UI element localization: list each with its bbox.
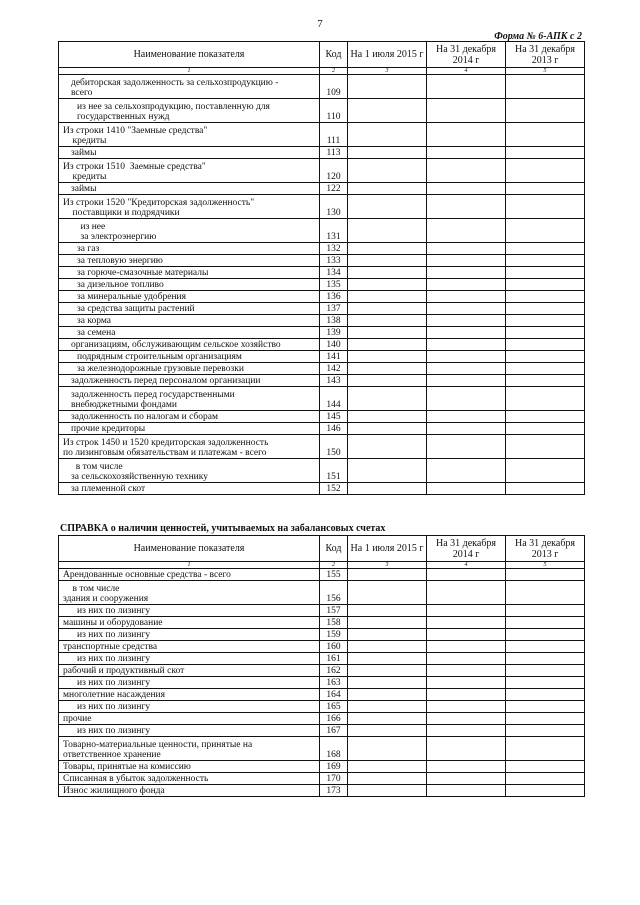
- value-cell: [427, 351, 506, 363]
- value-cell: [427, 243, 506, 255]
- value-cell: [348, 653, 427, 665]
- value-cell: [506, 279, 585, 291]
- value-cell: [427, 459, 506, 483]
- indicator-code: 173: [320, 785, 348, 797]
- value-cell: [506, 303, 585, 315]
- value-cell: [348, 459, 427, 483]
- indicator-name: Из строки 1510 Заемные средства" кредиты: [59, 159, 320, 183]
- col-number: 4: [427, 562, 506, 569]
- value-cell: [427, 737, 506, 761]
- col-number: 5: [506, 562, 585, 569]
- value-cell: [506, 483, 585, 495]
- value-cell: [427, 339, 506, 351]
- indicator-code: 130: [320, 195, 348, 219]
- indicator-name: займы: [59, 147, 320, 159]
- value-cell: [348, 701, 427, 713]
- value-cell: [506, 327, 585, 339]
- indicator-name: прочие кредиторы: [59, 423, 320, 435]
- table-row: [59, 713, 585, 725]
- indicator-name: Из строки 1520 "Кредиторская задолженность" поставщики и подрядчики: [59, 195, 320, 219]
- value-cell: [506, 581, 585, 605]
- value-cell: [506, 725, 585, 737]
- indicator-name: Арендованные основные средства - всего: [59, 569, 320, 581]
- table-row: [59, 303, 585, 315]
- value-cell: [427, 219, 506, 243]
- table-row: [59, 459, 585, 483]
- value-cell: [427, 147, 506, 159]
- indicator-name: транспортные средства: [59, 641, 320, 653]
- value-cell: [348, 435, 427, 459]
- value-cell: [506, 339, 585, 351]
- value-cell: [427, 303, 506, 315]
- value-cell: [427, 653, 506, 665]
- indicator-name: из них по лизингу: [59, 653, 320, 665]
- value-cell: [506, 183, 585, 195]
- table-row: [59, 725, 585, 737]
- indicator-code: 110: [320, 99, 348, 123]
- indicator-code: 151: [320, 459, 348, 483]
- value-cell: [506, 375, 585, 387]
- value-cell: [348, 713, 427, 725]
- indicator-name: подрядным строительным организациям: [59, 351, 320, 363]
- value-cell: [506, 737, 585, 761]
- value-cell: [348, 689, 427, 701]
- value-cell: [427, 483, 506, 495]
- value-cell: [348, 315, 427, 327]
- indicator-code: 161: [320, 653, 348, 665]
- indicator-name: задолженность перед персоналом организации: [59, 375, 320, 387]
- value-cell: [506, 219, 585, 243]
- value-cell: [506, 641, 585, 653]
- indicator-name: Из строки 1410 "Заемные средства" кредиты: [59, 123, 320, 147]
- value-cell: [427, 713, 506, 725]
- value-cell: [506, 617, 585, 629]
- value-cell: [427, 363, 506, 375]
- indicator-code: 139: [320, 327, 348, 339]
- indicator-name: за минеральные удобрения: [59, 291, 320, 303]
- indicator-name: за средства защиты растений: [59, 303, 320, 315]
- indicator-name: за железнодорожные грузовые перевозки: [59, 363, 320, 375]
- table-row: [59, 423, 585, 435]
- table-row: [59, 689, 585, 701]
- value-cell: [348, 219, 427, 243]
- col-header-p2: На 31 декабря 2014 г: [427, 536, 506, 562]
- indicator-name: за тепловую энергию: [59, 255, 320, 267]
- value-cell: [427, 569, 506, 581]
- indicator-code: 164: [320, 689, 348, 701]
- value-cell: [427, 291, 506, 303]
- indicator-code: 169: [320, 761, 348, 773]
- table-row: [59, 387, 585, 411]
- indicator-code: 132: [320, 243, 348, 255]
- value-cell: [427, 183, 506, 195]
- indicator-name: Списанная в убыток задолженность: [59, 773, 320, 785]
- value-cell: [348, 123, 427, 147]
- value-cell: [427, 159, 506, 183]
- value-cell: [427, 195, 506, 219]
- value-cell: [427, 761, 506, 773]
- value-cell: [348, 773, 427, 785]
- table-row: [59, 411, 585, 423]
- table-row: [59, 665, 585, 677]
- section-title: СПРАВКА о наличии ценностей, учитываемых на забалансовых счетах: [60, 523, 386, 534]
- table-row: [59, 641, 585, 653]
- col-header-p3: На 31 декабря 2013 г: [506, 42, 585, 68]
- value-cell: [348, 483, 427, 495]
- value-cell: [506, 677, 585, 689]
- indicator-code: 160: [320, 641, 348, 653]
- table-row: [59, 629, 585, 641]
- value-cell: [506, 255, 585, 267]
- table-row: [59, 339, 585, 351]
- indicator-code: 155: [320, 569, 348, 581]
- indicator-name: Из строк 1450 и 1520 кредиторская задолженность по лизинговым обязательствам и платежам - всего: [59, 435, 320, 459]
- indicator-name: займы: [59, 183, 320, 195]
- value-cell: [348, 665, 427, 677]
- value-cell: [506, 713, 585, 725]
- indicator-name: прочие: [59, 713, 320, 725]
- value-cell: [348, 581, 427, 605]
- value-cell: [506, 315, 585, 327]
- col-number: 1: [59, 68, 320, 75]
- table-row: [59, 737, 585, 761]
- indicator-code: 156: [320, 581, 348, 605]
- indicator-code: 134: [320, 267, 348, 279]
- value-cell: [506, 123, 585, 147]
- value-cell: [506, 785, 585, 797]
- table-row: [59, 147, 585, 159]
- value-cell: [427, 387, 506, 411]
- indicator-code: 170: [320, 773, 348, 785]
- value-cell: [348, 303, 427, 315]
- indicator-code: 138: [320, 315, 348, 327]
- value-cell: [348, 255, 427, 267]
- value-cell: [348, 725, 427, 737]
- value-cell: [506, 363, 585, 375]
- value-cell: [427, 725, 506, 737]
- value-cell: [348, 387, 427, 411]
- table-row: [59, 701, 585, 713]
- value-cell: [427, 665, 506, 677]
- value-cell: [427, 99, 506, 123]
- indicator-name: рабочий и продуктивный скот: [59, 665, 320, 677]
- indicator-name: из нее за электроэнергию: [59, 219, 320, 243]
- indicator-name: организациям, обслуживающим сельское хозяйство: [59, 339, 320, 351]
- table-row: [59, 255, 585, 267]
- value-cell: [348, 159, 427, 183]
- col-header-code: Код: [320, 536, 348, 562]
- indicator-name: за газ: [59, 243, 320, 255]
- table-row: [59, 351, 585, 363]
- value-cell: [506, 761, 585, 773]
- indicators-table: [58, 41, 585, 495]
- table-row: [59, 363, 585, 375]
- value-cell: [506, 629, 585, 641]
- indicator-name: Товары, принятые на комиссию: [59, 761, 320, 773]
- value-cell: [506, 569, 585, 581]
- value-cell: [427, 375, 506, 387]
- value-cell: [348, 641, 427, 653]
- indicator-code: 146: [320, 423, 348, 435]
- table-row: [59, 183, 585, 195]
- table-row: [59, 75, 585, 99]
- col-header-p3: На 31 декабря 2013 г: [506, 536, 585, 562]
- value-cell: [348, 569, 427, 581]
- col-number: 2: [320, 68, 348, 75]
- indicator-name: Износ жилищного фонда: [59, 785, 320, 797]
- value-cell: [427, 701, 506, 713]
- value-cell: [506, 267, 585, 279]
- indicator-code: 122: [320, 183, 348, 195]
- table-row: [59, 195, 585, 219]
- table-row: [59, 279, 585, 291]
- col-number: 3: [348, 562, 427, 569]
- indicator-code: 111: [320, 123, 348, 147]
- indicator-code: 165: [320, 701, 348, 713]
- value-cell: [427, 123, 506, 147]
- value-cell: [348, 279, 427, 291]
- table-row: [59, 267, 585, 279]
- value-cell: [427, 255, 506, 267]
- value-cell: [427, 411, 506, 423]
- indicator-name: за племенной скот: [59, 483, 320, 495]
- value-cell: [427, 315, 506, 327]
- indicator-name: за семена: [59, 327, 320, 339]
- table-row: [59, 99, 585, 123]
- value-cell: [348, 243, 427, 255]
- table-row: [59, 375, 585, 387]
- indicator-name: за горюче-смазочные материалы: [59, 267, 320, 279]
- value-cell: [348, 147, 427, 159]
- value-cell: [348, 677, 427, 689]
- indicator-code: 131: [320, 219, 348, 243]
- value-cell: [506, 195, 585, 219]
- col-number: 2: [320, 562, 348, 569]
- indicator-code: 145: [320, 411, 348, 423]
- indicator-name: задолженность перед государственными внебюджетными фондами: [59, 387, 320, 411]
- value-cell: [506, 435, 585, 459]
- col-number: 5: [506, 68, 585, 75]
- value-cell: [506, 423, 585, 435]
- table-row: [59, 243, 585, 255]
- value-cell: [427, 435, 506, 459]
- table-row: [59, 159, 585, 183]
- indicator-name: задолженность по налогам и сборам: [59, 411, 320, 423]
- indicator-name: за дизельное топливо: [59, 279, 320, 291]
- value-cell: [427, 617, 506, 629]
- value-cell: [506, 689, 585, 701]
- indicator-code: 150: [320, 435, 348, 459]
- value-cell: [348, 291, 427, 303]
- col-number: 3: [348, 68, 427, 75]
- table-row: [59, 327, 585, 339]
- value-cell: [348, 363, 427, 375]
- indicator-code: 136: [320, 291, 348, 303]
- indicator-name: машины и оборудование: [59, 617, 320, 629]
- col-header-p1: На 1 июля 2015 г: [348, 42, 427, 68]
- off-balance-table: [58, 535, 585, 797]
- indicator-name: из них по лизингу: [59, 677, 320, 689]
- indicator-name: из них по лизингу: [59, 725, 320, 737]
- indicator-name: дебиторская задолженность за сельхозпродукцию - всего: [59, 75, 320, 99]
- value-cell: [506, 243, 585, 255]
- indicator-code: 142: [320, 363, 348, 375]
- table-row: [59, 785, 585, 797]
- table-row: [59, 581, 585, 605]
- value-cell: [427, 327, 506, 339]
- value-cell: [348, 411, 427, 423]
- value-cell: [348, 327, 427, 339]
- page-number: 7: [317, 18, 323, 30]
- value-cell: [348, 605, 427, 617]
- indicator-name: за корма: [59, 315, 320, 327]
- value-cell: [427, 773, 506, 785]
- value-cell: [348, 629, 427, 641]
- indicator-name: многолетние насаждения: [59, 689, 320, 701]
- table-row: [59, 123, 585, 147]
- indicator-code: 120: [320, 159, 348, 183]
- table-row: [59, 677, 585, 689]
- table-row: [59, 483, 585, 495]
- indicator-name: в том числе здания и сооружения: [59, 581, 320, 605]
- value-cell: [348, 375, 427, 387]
- col-header-name: Наименование показателя: [59, 536, 320, 562]
- value-cell: [427, 581, 506, 605]
- indicator-name: Товарно-материальные ценности, принятые на ответственное хранение: [59, 737, 320, 761]
- indicator-name: из нее за сельхозпродукцию, поставленную для государственных нужд: [59, 99, 320, 123]
- indicator-code: 168: [320, 737, 348, 761]
- value-cell: [348, 183, 427, 195]
- col-number: 4: [427, 68, 506, 75]
- table-row: [59, 435, 585, 459]
- value-cell: [427, 605, 506, 617]
- col-header-p2: На 31 декабря 2014 г: [427, 42, 506, 68]
- value-cell: [348, 761, 427, 773]
- indicator-code: 152: [320, 483, 348, 495]
- indicator-code: 167: [320, 725, 348, 737]
- indicator-code: 166: [320, 713, 348, 725]
- value-cell: [427, 785, 506, 797]
- value-cell: [348, 75, 427, 99]
- value-cell: [427, 279, 506, 291]
- indicator-name: из них по лизингу: [59, 701, 320, 713]
- indicator-code: 163: [320, 677, 348, 689]
- table-row: [59, 605, 585, 617]
- value-cell: [506, 701, 585, 713]
- indicator-code: 158: [320, 617, 348, 629]
- value-cell: [348, 267, 427, 279]
- table-row: [59, 617, 585, 629]
- value-cell: [506, 159, 585, 183]
- col-header-code: Код: [320, 42, 348, 68]
- indicator-code: 143: [320, 375, 348, 387]
- indicator-code: 162: [320, 665, 348, 677]
- value-cell: [506, 411, 585, 423]
- value-cell: [348, 617, 427, 629]
- value-cell: [506, 653, 585, 665]
- indicator-code: 157: [320, 605, 348, 617]
- value-cell: [506, 605, 585, 617]
- value-cell: [427, 677, 506, 689]
- col-number: 1: [59, 562, 320, 569]
- value-cell: [348, 99, 427, 123]
- value-cell: [427, 629, 506, 641]
- value-cell: [506, 459, 585, 483]
- table-row: [59, 315, 585, 327]
- value-cell: [348, 339, 427, 351]
- table-row: [59, 569, 585, 581]
- value-cell: [348, 351, 427, 363]
- value-cell: [506, 773, 585, 785]
- indicator-name: в том числе за сельскохозяйственную технику: [59, 459, 320, 483]
- col-header-p1: На 1 июля 2015 г: [348, 536, 427, 562]
- table-row: [59, 653, 585, 665]
- value-cell: [348, 785, 427, 797]
- value-cell: [506, 75, 585, 99]
- value-cell: [506, 147, 585, 159]
- indicator-code: 135: [320, 279, 348, 291]
- table-row: [59, 291, 585, 303]
- indicator-name: из них по лизингу: [59, 605, 320, 617]
- value-cell: [506, 665, 585, 677]
- table-row: [59, 761, 585, 773]
- indicator-name: из них по лизингу: [59, 629, 320, 641]
- indicator-code: 159: [320, 629, 348, 641]
- value-cell: [506, 291, 585, 303]
- value-cell: [427, 423, 506, 435]
- value-cell: [506, 99, 585, 123]
- value-cell: [348, 195, 427, 219]
- value-cell: [427, 267, 506, 279]
- indicator-code: 133: [320, 255, 348, 267]
- indicator-code: 141: [320, 351, 348, 363]
- value-cell: [348, 737, 427, 761]
- indicator-code: 144: [320, 387, 348, 411]
- indicator-code: 113: [320, 147, 348, 159]
- indicator-code: 140: [320, 339, 348, 351]
- value-cell: [427, 75, 506, 99]
- value-cell: [427, 689, 506, 701]
- table-row: [59, 773, 585, 785]
- form-label: Форма № 6-АПК с 2: [494, 31, 582, 42]
- value-cell: [427, 641, 506, 653]
- value-cell: [506, 387, 585, 411]
- indicator-code: 109: [320, 75, 348, 99]
- value-cell: [506, 351, 585, 363]
- value-cell: [348, 423, 427, 435]
- table-row: [59, 219, 585, 243]
- col-header-name: Наименование показателя: [59, 42, 320, 68]
- indicator-code: 137: [320, 303, 348, 315]
